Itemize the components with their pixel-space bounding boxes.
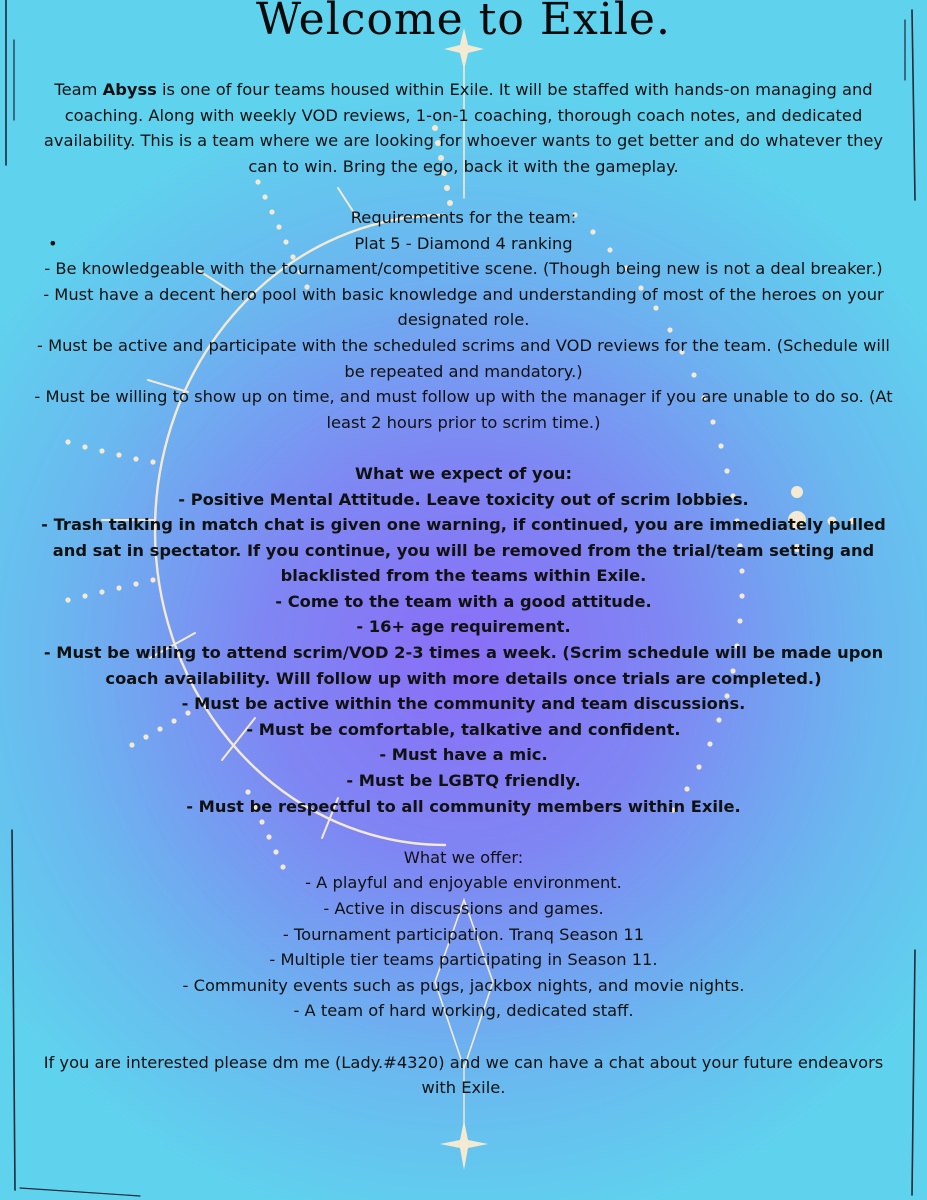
- offer-item: - Community events such as pugs, jackbox nights, and movie nights.: [182, 975, 745, 995]
- requirement-item: [30, 231, 897, 257]
- team-name: Abyss: [102, 80, 157, 99]
- offer-heading: What we offer:: [403, 847, 524, 867]
- expectation-item: - Trash talking in match chat is given one warning, if continued, you are immediately pulled and sat in spectator. If you continue, you will be removed from the trial/team setting and blacklisted from the teams within Exile.: [41, 515, 886, 586]
- expectation-item: - Must be willing to attend scrim/VOD 2-3 times a week. (Scrim schedule will be made upon coach availability. Will follow up with more details once trials are completed.): [43, 643, 884, 688]
- expectations-heading: What we expect of you:: [355, 463, 572, 483]
- requirement-item: - Must be active and participate with the scheduled scrims and VOD reviews for the team. (Schedule will be repeated and mandatory.): [37, 335, 890, 381]
- requirement-item: - Must have a decent hero pool with basic knowledge and understanding of most of the heroes on your designated role.: [43, 284, 884, 330]
- offer-item: - Active in discussions and games.: [323, 899, 604, 918]
- intro-body: is one of four teams housed within Exile. It will be staffed with hands-on managing and coaching. Along with weekly VOD reviews, 1-on-1 coaching, thorough coach notes, and dedicated availability. This is a team where we are looking for whoever wants to get better and do whatever they can to win. Bring the ego, back it with the gameplay.: [43, 80, 884, 176]
- closing-paragraph: If you are interested please dm me (Lady.#4320) and we can have a chat about your future endeavors with Exile.: [43, 1052, 884, 1098]
- page-title: Welcome to Exile.: [256, 0, 671, 45]
- expectation-item: - Must have a mic.: [379, 745, 548, 765]
- requirement-item: - Be knowledgeable with the tournament/competitive scene. (Though being new is not a deal breaker.): [44, 259, 883, 279]
- document-body: [30, 77, 897, 1101]
- offer-item: - Multiple tier teams participating in Season 11.: [269, 950, 658, 970]
- expectation-item: - Must be comfortable, talkative and confident.: [246, 719, 681, 739]
- offer-item: - A playful and enjoyable environment.: [305, 873, 622, 893]
- expectation-item: - Must be active within the community and team discussions.: [181, 694, 746, 714]
- expectation-item: - Must be LGBTQ friendly.: [346, 771, 581, 791]
- offer-item: - A team of hard working, dedicated staff.: [293, 1001, 634, 1021]
- expectation-item: - 16+ age requirement.: [356, 617, 571, 637]
- requirements-heading: Requirements for the team:: [350, 207, 577, 227]
- bullet-icon: •: [48, 233, 58, 253]
- intro-paragraph: [30, 77, 897, 179]
- corner-line: [12, 830, 15, 1190]
- expectation-item: - Come to the team with a good attitude.: [275, 591, 652, 611]
- requirement-text: Plat 5 - Diamond 4 ranking: [354, 233, 573, 253]
- offer-item: - Tournament participation. Tranq Season 11: [282, 924, 645, 944]
- sparkle-icon: [440, 1120, 488, 1170]
- requirement-item: - Must be willing to show up on time, and must follow up with the manager if you are unable to do so. (At least 2 hours prior to scrim time.): [34, 387, 893, 432]
- expectation-item: - Positive Mental Attitude. Leave toxicity out of scrim lobbies.: [178, 489, 749, 509]
- expectation-item: - Must be respectful to all community members within Exile.: [186, 796, 741, 816]
- corner-line: [912, 950, 915, 1195]
- intro-prefix: Team: [54, 80, 103, 99]
